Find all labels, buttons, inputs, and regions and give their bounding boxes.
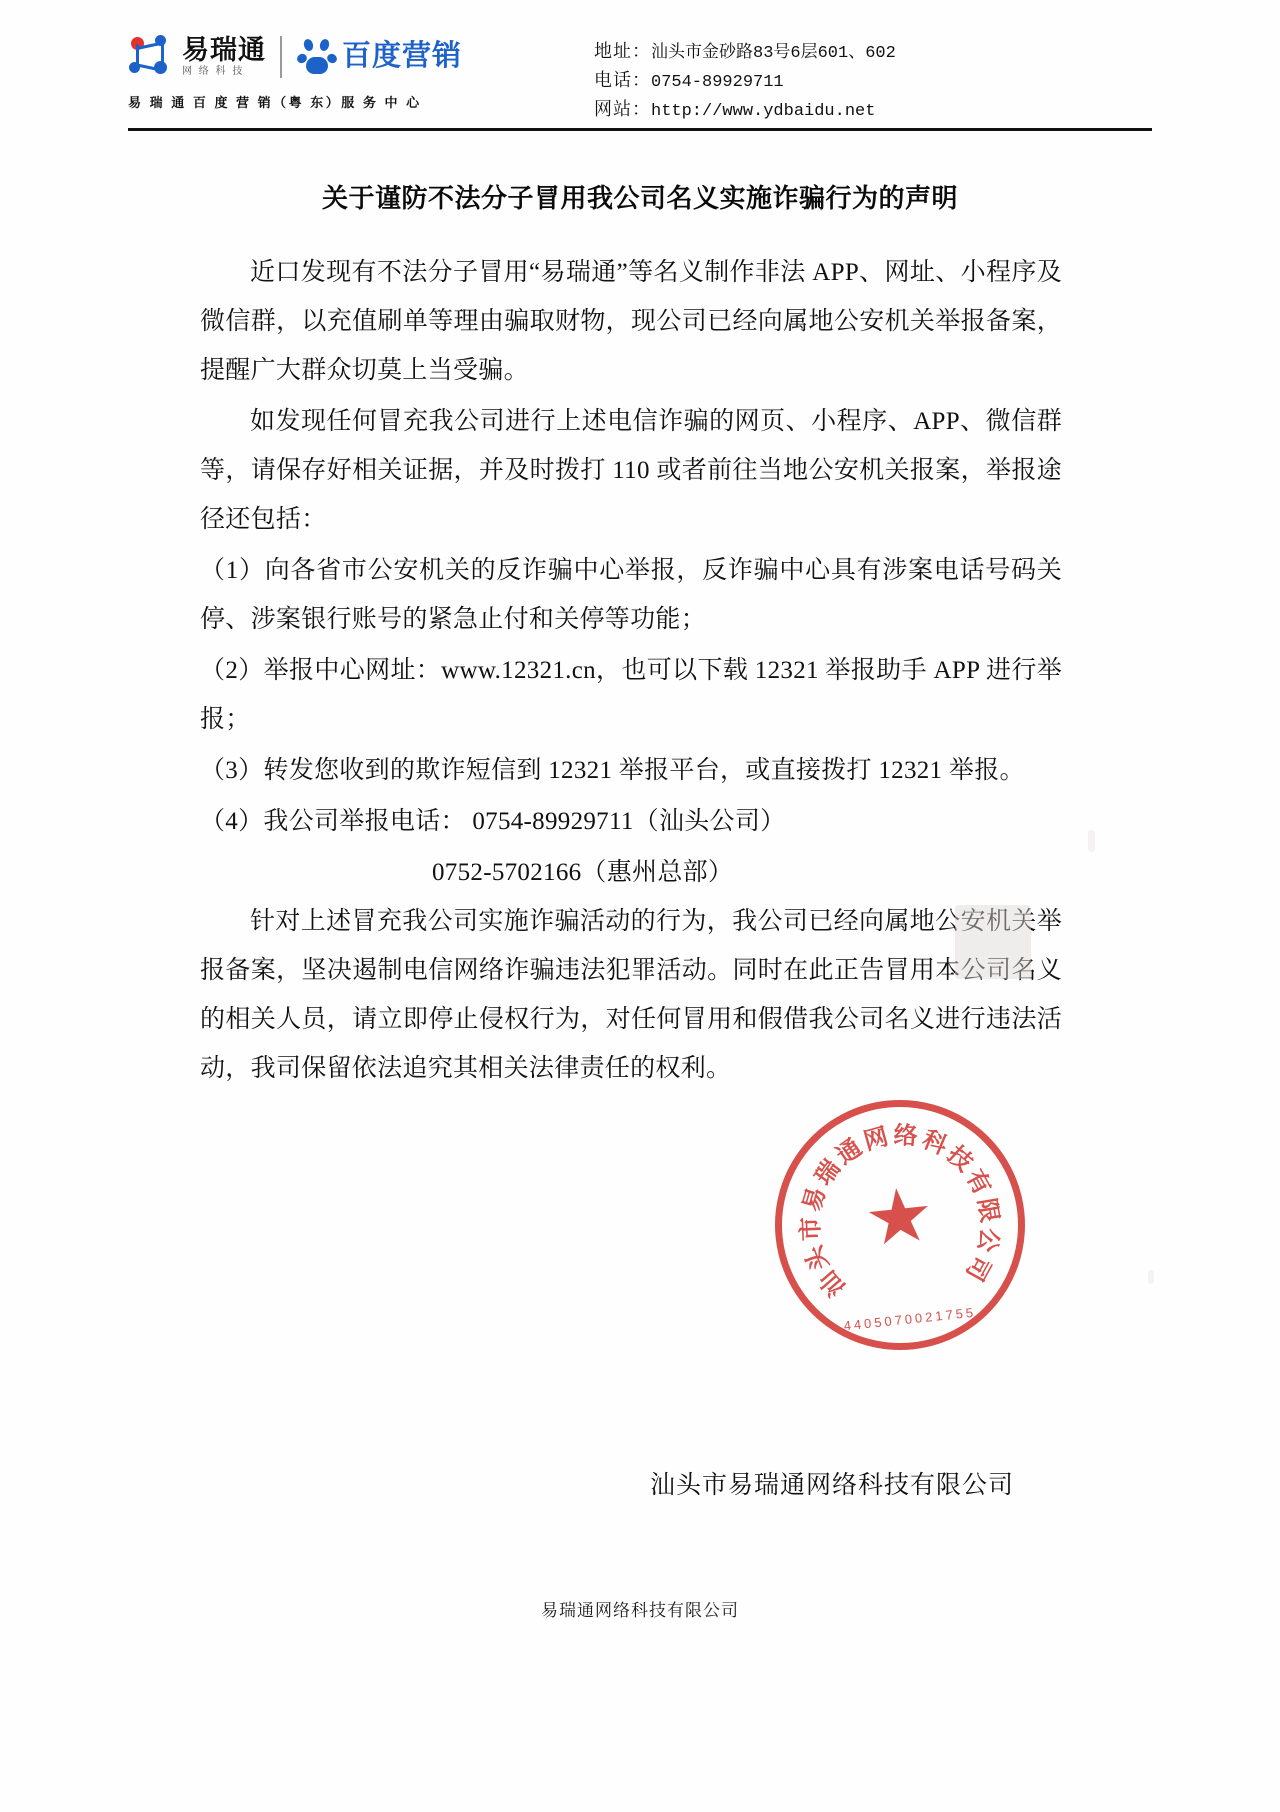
contact-address (594, 38, 896, 67)
partner-name: 百度营销 (342, 40, 463, 72)
brand-block (128, 30, 528, 111)
seal-code: 4405070021755 (842, 1304, 977, 1334)
seal-char: 科 (918, 1125, 951, 1161)
brand-name-cn: 易瑞通 (182, 34, 266, 65)
seal-char: 有 (960, 1165, 996, 1200)
seal-char: 络 (892, 1121, 919, 1151)
brand-subtitle: 网 络 科 技 (182, 65, 245, 77)
baidu-paw-icon (296, 37, 338, 79)
list-item-3: （3）转发您收到的欺诈短信到 12321 举报平台，或直接拨打 12321 举报。 (200, 757, 1025, 784)
signature-company-name: 汕头市易瑞通网络科技有限公司 (650, 1472, 1015, 1499)
page-title: 关于谨防不法分子冒用我公司名义实施诈骗行为的声明 (321, 183, 958, 213)
contact-block (594, 30, 896, 125)
paragraph-2: 如发现任何冒充我公司进行上述电信诈骗的网页、小程序、APP、微信群等，请保存好相关证据，并及时拨打 110 或者前往当地公安机关报案，举报途径还包括： (200, 408, 1062, 533)
list-item-4-second-phone: 0752-5702166（惠州总部） (432, 859, 734, 886)
scan-smudge (1088, 830, 1095, 852)
seal-char: 易 (798, 1184, 832, 1215)
seal-char: 头 (800, 1241, 835, 1275)
seal-char: 网 (860, 1123, 892, 1156)
letterhead (128, 30, 1152, 122)
paragraph-1: 近口发现有不法分子冒用“易瑞通”等名义制作非法 APP、网址、小程序及微信群，以充值刷单等理由骗取财物，现公司已经向属地公安机关举报备案，提醒广大群众切莫上当受骗。 (200, 259, 1062, 384)
seal-char: 限 (972, 1196, 1004, 1225)
contact-website (594, 96, 896, 125)
seal-char: 通 (831, 1134, 867, 1170)
letterhead-rule (128, 128, 1152, 131)
contact-phone-label: 电话： (594, 70, 651, 90)
list-item-4: （4）我公司举报电话： 0754-89929711（汕头公司） (200, 808, 786, 835)
seal-char: 司 (960, 1251, 996, 1286)
yiruitong-logo-icon (128, 33, 174, 79)
service-center-line: 易 瑞 通 百 度 营 销（粤 东）服 务 中 心 (128, 95, 422, 110)
scan-smudge (1148, 1270, 1154, 1284)
brand-row (128, 30, 528, 82)
brand-names (182, 35, 266, 78)
list-item-1: （1）向各省市公安机关的反诈骗中心举报，反诈骗中心具有涉案电话号码关停、涉案银行账号的紧急止付和关停等功能； (200, 557, 1062, 633)
document-body (200, 248, 1062, 1095)
brand-divider (280, 36, 282, 78)
footer-company-name: 易瑞通网络科技有限公司 (541, 1601, 739, 1620)
seal-char: 瑞 (809, 1155, 846, 1191)
seal-char: 市 (797, 1216, 826, 1242)
contact-address-value: 汕头市金砂路83号6层601、602 (651, 44, 896, 63)
seal-char: 技 (941, 1140, 978, 1178)
scan-smudge (955, 905, 1031, 979)
contact-website-label: 网站： (594, 99, 651, 119)
seal-char: 汕 (814, 1265, 851, 1302)
contact-address-label: 地址： (594, 41, 651, 61)
contact-website-value[interactable]: http://www.ydbaidu.net (651, 102, 876, 121)
list-item-2: （2）举报中心网址：www.12321.cn，也可以下载 12321 举报助手 APP 进行举报； (200, 657, 1062, 733)
paragraph-closing: 针对上述冒充我公司实施诈骗活动的行为，我公司已经向属地公安机关举报备案，坚决遏制电信网络诈骗违法犯罪活动。同时在此正告冒用本公司名义的相关人员，请立即停止侵权行为，对任何冒用和假借我公司名义进行违法活动，我司保留依法追究其相关法律责任的权利。 (200, 908, 1062, 1082)
company-seal-stamp (763, 1088, 1038, 1363)
contact-phone-value: 0754-89929711 (651, 73, 784, 92)
seal-char: 公 (972, 1225, 1004, 1255)
contact-phone (594, 67, 896, 96)
